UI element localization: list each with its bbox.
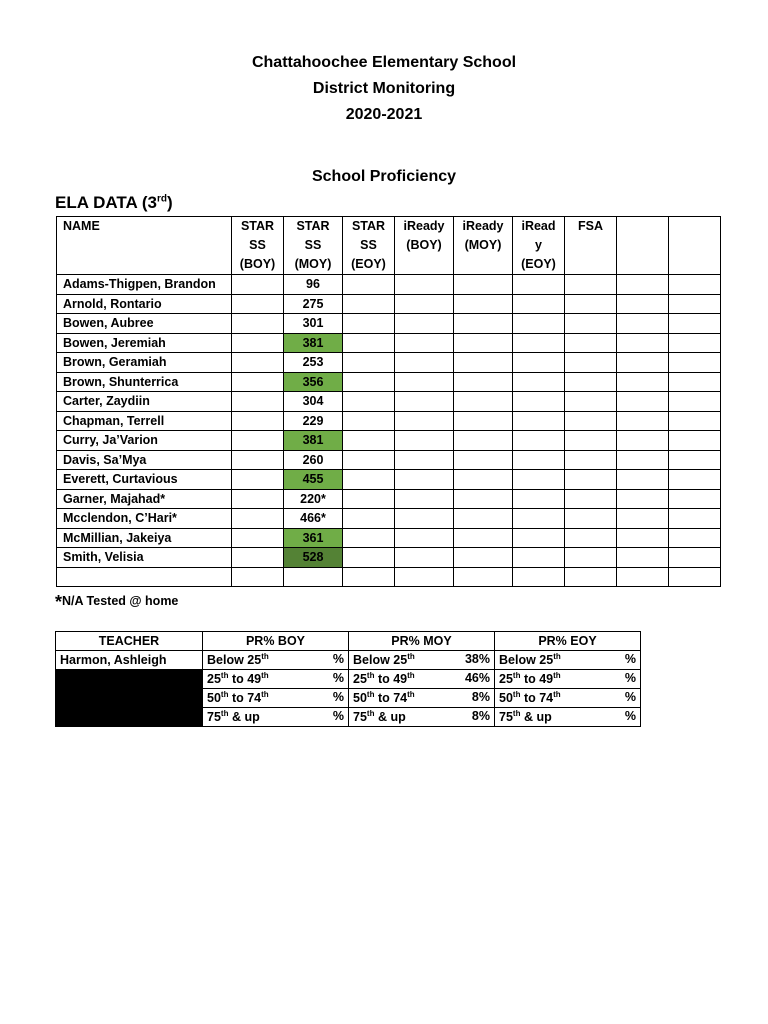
star-moy-cell: 304 — [284, 392, 343, 412]
pr-header-row — [56, 632, 641, 651]
student-name: McMillian, Jakeiya — [57, 528, 232, 548]
col-iready-eoy: iRead y (EOY) — [513, 217, 565, 275]
pr-row — [56, 708, 641, 727]
percentile-band-label: Below 25th — [207, 652, 269, 668]
iready-boy-cell — [395, 333, 454, 353]
table-row — [57, 275, 721, 295]
fsa-cell — [565, 528, 617, 548]
blank-cell — [617, 470, 669, 490]
table-row — [57, 353, 721, 373]
blank-cell — [669, 509, 721, 529]
table-row — [57, 431, 721, 451]
percentile-band-label: 25th to 49th — [353, 671, 415, 687]
student-name: Smith, Velisia — [57, 548, 232, 568]
star-boy-cell — [232, 509, 284, 529]
percent-value: % — [332, 652, 344, 667]
iready-boy-cell — [395, 509, 454, 529]
star-moy-cell: 528 — [284, 548, 343, 568]
percentile-band-label: 25th to 49th — [499, 671, 561, 687]
percentile-band-label: 25th to 49th — [207, 671, 269, 687]
star-eoy-cell — [343, 548, 395, 568]
blank-cell — [669, 294, 721, 314]
empty-cell — [343, 567, 395, 587]
pr-row — [56, 670, 641, 689]
pr-eoy-header: PR% EOY — [495, 632, 641, 651]
empty-cell — [395, 567, 454, 587]
student-name: Bowen, Aubree — [57, 314, 232, 334]
star-moy-cell: 381 — [284, 333, 343, 353]
table-row — [57, 314, 721, 334]
blank-cell — [617, 275, 669, 295]
col-fsa: FSA — [565, 217, 617, 275]
percentile-band-label: Below 25th — [353, 652, 415, 668]
table-row — [57, 509, 721, 529]
iready-eoy-cell — [513, 509, 565, 529]
percentile-band-label: 50th to 74th — [499, 690, 561, 706]
iready-boy-cell — [395, 294, 454, 314]
star-eoy-cell — [343, 294, 395, 314]
blank-cell — [669, 489, 721, 509]
percent-value: % — [624, 690, 636, 705]
star-eoy-cell — [343, 489, 395, 509]
star-eoy-cell — [343, 528, 395, 548]
empty-cell — [57, 567, 232, 587]
percent-value: 8% — [471, 690, 490, 705]
star-eoy-cell — [343, 431, 395, 451]
teacher-header: TEACHER — [56, 632, 203, 651]
star-boy-cell — [232, 450, 284, 470]
star-moy-cell: 381 — [284, 431, 343, 451]
col-star-eoy: STAR SS (EOY) — [343, 217, 395, 275]
pr-eoy-cell — [495, 651, 641, 670]
student-name: Curry, Ja’Varion — [57, 431, 232, 451]
blank-cell — [617, 431, 669, 451]
star-eoy-cell — [343, 372, 395, 392]
teacher-name: Harmon, Ashleigh — [56, 651, 203, 670]
star-eoy-cell — [343, 353, 395, 373]
pr-boy-cell — [203, 651, 349, 670]
table-row — [57, 470, 721, 490]
col-name: NAME — [57, 217, 232, 275]
iready-boy-cell — [395, 275, 454, 295]
star-boy-cell — [232, 489, 284, 509]
percent-value: % — [332, 709, 344, 724]
col-blank-1 — [617, 217, 669, 275]
star-eoy-cell — [343, 450, 395, 470]
iready-eoy-cell — [513, 411, 565, 431]
iready-moy-cell — [454, 548, 513, 568]
student-name: Arnold, Rontario — [57, 294, 232, 314]
col-star-boy: STAR SS (BOY) — [232, 217, 284, 275]
percentile-band-label: 75th & up — [353, 709, 406, 725]
star-eoy-cell — [343, 275, 395, 295]
iready-moy-cell — [454, 294, 513, 314]
blank-cell — [669, 333, 721, 353]
document-header — [0, 50, 768, 128]
iready-moy-cell — [454, 509, 513, 529]
fsa-cell — [565, 372, 617, 392]
school-name: Chattahoochee Elementary School — [251, 54, 517, 71]
blank-cell — [669, 353, 721, 373]
blank-cell — [617, 489, 669, 509]
percentile-band-label: 50th to 74th — [353, 690, 415, 706]
student-name: Carter, Zaydiin — [57, 392, 232, 412]
blank-cell — [669, 411, 721, 431]
pr-moy-cell — [349, 689, 495, 708]
student-name: Brown, Geramiah — [57, 353, 232, 373]
iready-boy-cell — [395, 489, 454, 509]
iready-moy-cell — [454, 275, 513, 295]
empty-cell — [232, 567, 284, 587]
student-name: Bowen, Jeremiah — [57, 333, 232, 353]
pr-eoy-cell — [495, 670, 641, 689]
star-boy-cell — [232, 392, 284, 412]
star-eoy-cell — [343, 314, 395, 334]
star-moy-cell: 229 — [284, 411, 343, 431]
student-name: Brown, Shunterrica — [57, 372, 232, 392]
table-row — [57, 294, 721, 314]
fsa-cell — [565, 353, 617, 373]
percentile-band-label: 50th to 74th — [207, 690, 269, 706]
star-moy-cell: 301 — [284, 314, 343, 334]
star-boy-cell — [232, 411, 284, 431]
empty-row — [57, 567, 721, 587]
redacted-cell — [56, 689, 203, 708]
iready-eoy-cell — [513, 353, 565, 373]
blank-cell — [669, 431, 721, 451]
empty-cell — [565, 567, 617, 587]
star-boy-cell — [232, 275, 284, 295]
blank-cell — [617, 372, 669, 392]
blank-cell — [617, 353, 669, 373]
table-row — [57, 528, 721, 548]
blank-cell — [669, 450, 721, 470]
school-year: 2020-2021 — [345, 106, 423, 123]
iready-moy-cell — [454, 372, 513, 392]
iready-moy-cell — [454, 411, 513, 431]
blank-cell — [669, 392, 721, 412]
star-moy-cell: 455 — [284, 470, 343, 490]
pr-boy-cell — [203, 689, 349, 708]
percentile-band-label: 75th & up — [499, 709, 552, 725]
blank-cell — [669, 528, 721, 548]
star-eoy-cell — [343, 333, 395, 353]
pr-moy-cell — [349, 708, 495, 727]
iready-eoy-cell — [513, 489, 565, 509]
iready-boy-cell — [395, 392, 454, 412]
pr-eoy-cell — [495, 708, 641, 727]
blank-cell — [617, 450, 669, 470]
col-iready-moy: iReady (MOY) — [454, 217, 513, 275]
iready-moy-cell — [454, 314, 513, 334]
iready-eoy-cell — [513, 392, 565, 412]
iready-eoy-cell — [513, 450, 565, 470]
empty-cell — [454, 567, 513, 587]
iready-moy-cell — [454, 392, 513, 412]
star-moy-cell: 361 — [284, 528, 343, 548]
redacted-cell — [56, 708, 203, 727]
fsa-cell — [565, 450, 617, 470]
col-iready-boy: iReady (BOY) — [395, 217, 454, 275]
ela-data-title: ELA DATA (3rd) — [55, 193, 173, 212]
star-boy-cell — [232, 548, 284, 568]
percent-value: % — [624, 671, 636, 686]
col-blank-2 — [669, 217, 721, 275]
table-row — [57, 372, 721, 392]
iready-boy-cell — [395, 528, 454, 548]
iready-boy-cell — [395, 411, 454, 431]
percent-value: % — [332, 690, 344, 705]
blank-cell — [669, 548, 721, 568]
fsa-cell — [565, 333, 617, 353]
percent-value: % — [624, 652, 636, 667]
star-boy-cell — [232, 528, 284, 548]
iready-eoy-cell — [513, 470, 565, 490]
student-name: Garner, Majahad* — [57, 489, 232, 509]
iready-moy-cell — [454, 489, 513, 509]
student-name: Adams-Thigpen, Brandon — [57, 275, 232, 295]
star-eoy-cell — [343, 411, 395, 431]
percent-value: 8% — [471, 709, 490, 724]
empty-cell — [284, 567, 343, 587]
pr-row — [56, 689, 641, 708]
iready-moy-cell — [454, 470, 513, 490]
pr-eoy-cell — [495, 689, 641, 708]
blank-cell — [617, 314, 669, 334]
fsa-cell — [565, 509, 617, 529]
empty-cell — [513, 567, 565, 587]
iready-boy-cell — [395, 450, 454, 470]
blank-cell — [617, 528, 669, 548]
blank-cell — [669, 275, 721, 295]
fsa-cell — [565, 489, 617, 509]
blank-cell — [617, 294, 669, 314]
fsa-cell — [565, 548, 617, 568]
percent-value: 38% — [464, 652, 490, 667]
iready-moy-cell — [454, 333, 513, 353]
star-moy-cell: 466* — [284, 509, 343, 529]
blank-cell — [617, 333, 669, 353]
star-boy-cell — [232, 431, 284, 451]
pr-boy-cell — [203, 670, 349, 689]
table-row — [57, 333, 721, 353]
iready-moy-cell — [454, 528, 513, 548]
iready-boy-cell — [395, 372, 454, 392]
iready-boy-cell — [395, 353, 454, 373]
iready-eoy-cell — [513, 528, 565, 548]
student-name: Mcclendon, C’Hari* — [57, 509, 232, 529]
table-row — [57, 392, 721, 412]
iready-moy-cell — [454, 353, 513, 373]
star-boy-cell — [232, 470, 284, 490]
pr-moy-cell — [349, 651, 495, 670]
pr-row — [56, 651, 641, 670]
fsa-cell — [565, 470, 617, 490]
iready-eoy-cell — [513, 372, 565, 392]
iready-boy-cell — [395, 431, 454, 451]
col-star-moy: STAR SS (MOY) — [284, 217, 343, 275]
blank-cell — [617, 548, 669, 568]
star-moy-cell: 356 — [284, 372, 343, 392]
table-row — [57, 489, 721, 509]
table-header-row — [57, 217, 721, 275]
iready-boy-cell — [395, 548, 454, 568]
pr-boy-header: PR% BOY — [203, 632, 349, 651]
star-moy-cell: 253 — [284, 353, 343, 373]
iready-eoy-cell — [513, 431, 565, 451]
blank-cell — [617, 509, 669, 529]
blank-cell — [669, 470, 721, 490]
star-boy-cell — [232, 333, 284, 353]
blank-cell — [669, 372, 721, 392]
fsa-cell — [565, 294, 617, 314]
iready-eoy-cell — [513, 333, 565, 353]
blank-cell — [617, 392, 669, 412]
pr-moy-header: PR% MOY — [349, 632, 495, 651]
percentile-band-label: 75th & up — [207, 709, 260, 725]
iready-eoy-cell — [513, 548, 565, 568]
percent-value: % — [624, 709, 636, 724]
iready-eoy-cell — [513, 314, 565, 334]
empty-cell — [669, 567, 721, 587]
blank-cell — [669, 314, 721, 334]
student-scores-table — [56, 216, 721, 587]
blank-cell — [617, 411, 669, 431]
fsa-cell — [565, 431, 617, 451]
percentile-rank-table — [55, 631, 641, 727]
star-boy-cell — [232, 353, 284, 373]
percent-value: % — [332, 671, 344, 686]
student-name: Chapman, Terrell — [57, 411, 232, 431]
iready-moy-cell — [454, 450, 513, 470]
iready-eoy-cell — [513, 294, 565, 314]
percent-value: 46% — [464, 671, 490, 686]
iready-boy-cell — [395, 314, 454, 334]
star-eoy-cell — [343, 392, 395, 412]
star-moy-cell: 275 — [284, 294, 343, 314]
table-row — [57, 450, 721, 470]
star-moy-cell: 96 — [284, 275, 343, 295]
redacted-cell — [56, 670, 203, 689]
pr-moy-cell — [349, 670, 495, 689]
percentile-band-label: Below 25th — [499, 652, 561, 668]
table-row — [57, 548, 721, 568]
fsa-cell — [565, 314, 617, 334]
fsa-cell — [565, 392, 617, 412]
pr-boy-cell — [203, 708, 349, 727]
star-eoy-cell — [343, 509, 395, 529]
star-moy-cell: 260 — [284, 450, 343, 470]
student-name: Davis, Sa’Mya — [57, 450, 232, 470]
footnote: *N/A Tested @ home — [55, 592, 179, 612]
fsa-cell — [565, 275, 617, 295]
fsa-cell — [565, 411, 617, 431]
section-subtitle: School Proficiency — [311, 168, 457, 185]
star-eoy-cell — [343, 470, 395, 490]
iready-boy-cell — [395, 470, 454, 490]
star-boy-cell — [232, 372, 284, 392]
iready-moy-cell — [454, 431, 513, 451]
star-boy-cell — [232, 314, 284, 334]
student-name: Everett, Curtavious — [57, 470, 232, 490]
document-title: District Monitoring — [312, 80, 456, 97]
iready-eoy-cell — [513, 275, 565, 295]
star-moy-cell: 220* — [284, 489, 343, 509]
table-row — [57, 411, 721, 431]
empty-cell — [617, 567, 669, 587]
star-boy-cell — [232, 294, 284, 314]
